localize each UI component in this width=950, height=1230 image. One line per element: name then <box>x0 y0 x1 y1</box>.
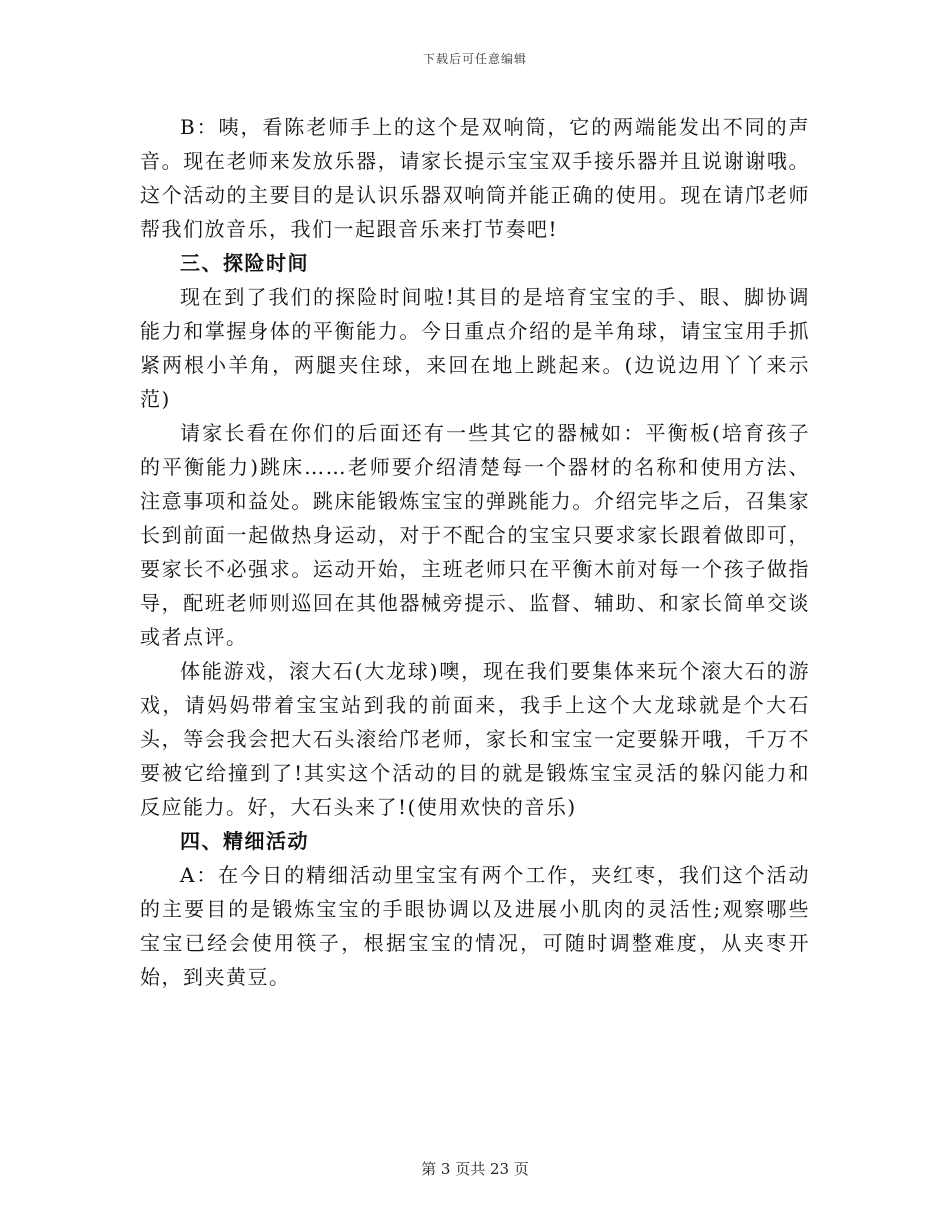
section-heading-adventure: 三、探险时间 <box>180 251 309 275</box>
page-number: 第 3 页共 23 页 <box>421 1160 529 1178</box>
paragraph-fine-motor: A：在今日的精细活动里宝宝有两个工作，夹红枣，我们这个活动的主要目的是锻炼宝宝的手眼协调以及进展小肌肉的灵活性;观察哪些宝宝已经会使用筷子，根据宝宝的情况，可随时调整难度，从夹枣开始，到夹黄豆。 <box>140 863 810 989</box>
paragraph-instrument: B：咦，看陈老师手上的这个是双响筒，它的两端能发出不同的声音。现在老师来发放乐器，请家长提示宝宝双手接乐器并且说谢谢哦。这个活动的主要目的是认识乐器双响筒并能正确的使用。现在请邝老师帮我们放音乐，我们一起跟音乐来打节奏吧! <box>140 115 810 241</box>
page-header: 下载后可任意编辑 <box>422 52 527 66</box>
paragraph-adventure-intro: 现在到了我们的探险时间啦!其目的是培育宝宝的手、眼、脚协调能力和掌握身体的平衡能力。今日重点介绍的是羊角球，请宝宝用手抓紧两根小羊角，两腿夹住球，来回在地上跳起来。(边说边用丫丫来示范) <box>140 285 810 411</box>
section-heading-fine-motor: 四、精细活动 <box>180 829 309 853</box>
paragraph-ball-game: 体能游戏，滚大石(大龙球)噢，现在我们要集体来玩个滚大石的游戏，请妈妈带着宝宝站到我的前面来，我手上这个大龙球就是个大石头，等会我会把大石头滚给邝老师，家长和宝宝一定要躲开哦，千万不要被它给撞到了!其实这个活动的目的就是锻炼宝宝灵活的躲闪能力和反应能力。好，大石头来了!(使用欢快的音乐) <box>140 659 810 819</box>
document-body <box>140 110 810 994</box>
paragraph-equipment: 请家长看在你们的后面还有一些其它的器械如：平衡板(培育孩子的平衡能力)跳床……老师要介绍清楚每一个器材的名称和使用方法、注意事项和益处。跳床能锻炼宝宝的弹跳能力。介绍完毕之后，召集家长到前面一起做热身运动，对于不配合的宝宝只要求家长跟着做即可，要家长不必强求。运动开始，主班老师只在平衡木前对每一个孩子做指导，配班老师则巡回在其他器械旁提示、监督、辅助、和家长简单交谈或者点评。 <box>140 421 810 649</box>
